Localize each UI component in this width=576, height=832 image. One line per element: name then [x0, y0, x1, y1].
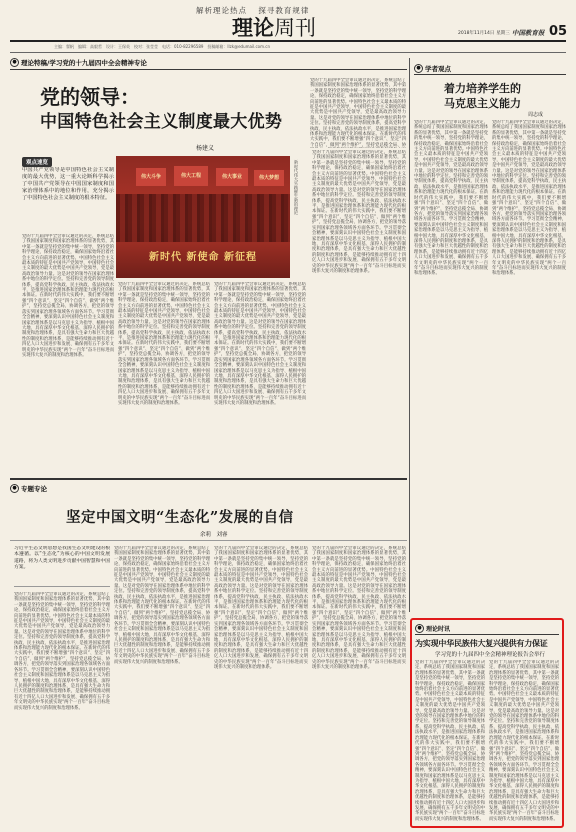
photo-caption: 新时代伟大实践催生新的理论 [294, 160, 299, 215]
photo-banner-2: 伟大工程 [174, 166, 208, 186]
sidebar-headline-2: 马克思主义能力 [444, 97, 521, 110]
tag-circle-icon: ● [10, 58, 19, 67]
slogan-right: 探寻教育规律 [258, 6, 310, 15]
staff-line: 主编：翟帆 编辑：高毅哲 设计：王保英 校对：张莹莹 电话：010-82296589 投稿邮箱：llzk@edumail.com.cn [54, 44, 271, 49]
masthead-title [232, 16, 316, 40]
issue-date: 2018年11月14日 [458, 30, 495, 36]
highlight-headline: 为实现中华民族伟大复兴提供有力保证 [415, 638, 548, 648]
abstract-label: 观点速览 [22, 157, 52, 167]
bottom-top-rule [10, 478, 407, 480]
slogan-left: 解析理论热点 [196, 6, 247, 15]
sidebar-author: 周志成 [528, 112, 544, 118]
masthead-rule-2 [10, 52, 566, 53]
sidebar-section-tag [414, 64, 451, 73]
title-thin: 周刊 [274, 16, 316, 40]
highlight-body-col-1: 党的十九届四中全会审议通过的决定，系统总结了我国国家制度和国家治理体系的显著优势，其中第一条就是坚持党的集中统一领导，坚持党的科学理论，保持政治稳定，确保国家始终沿着社会主义方向前进的显著优势。中国特色社会主义最本质的特征是中国共产党领导，中国特色社会主义制度的最大优势是中国共产党领导，党是最高政治领导力量。这是对党的领导在国家治理体系中地位的科学定位。坚持和完善党的领导制度体系，提高党科学执政、民主执政、依法执政水平，是推进国家治理体系和治理能力现代化的根本保证。在新时代的伟大实践中，我们要不断增强“四个意识”、坚定“四个自信”、做到“两个维护”，坚持党总揽全局、协调各方，把党的领导落实到国家治理各领域各方面各环节。学习贯彻全会精神，要深刻认识中国特色社会主义制度和国家治理体系是以马克思主义为指导、植根中国大地、具有深厚中华文化根基、深得人民拥护的制度和治理体系，是具有强大生命力和巨大优越性的制度和治理体系，是能够持续推动拥有近十四亿人口大国进步和发展、确保拥有五千多年文明史的中华民族实现“两个一百年”奋斗目标进而实现伟大复兴的制度和治理体系。 [415, 660, 485, 822]
photo-slogan: 新时代 新使命 新征程 [149, 252, 257, 263]
bottom-body-col-2: 党的十九届四中全会审议通过的决定，系统总结了我国国家制度和国家治理体系的显著优势，其中第一条就是坚持党的集中统一领导，坚持党的科学理论，保持政治稳定，确保国家始终沿着社会主义方向前进的显著优势。中国特色社会主义最本质的特征是中国共产党领导，中国特色社会主义制度的最大优势是中国共产党领导，党是最高政治领导力量。这是对党的领导在国家治理体系中地位的科学定位。坚持和完善党的领导制度体系，提高党科学执政、民主执政、依法执政水平，是推进国家治理体系和治理能力现代化的根本保证。在新时代的伟大实践中，我们要不断增强“四个意识”、坚定“四个自信”、做到“两个维护”，坚持党总揽全局、协调各方，把党的领导落实到国家治理各领域各方面各环节。学习贯彻全会精神，要深刻认识中国特色社会主义制度和国家治理体系是以马克思主义为指导、植根中国大地、具有深厚中华文化根基、深得人民拥护的制度和治理体系，是具有强大生命力和巨大优越性的制度和治理体系，是能够持续推动拥有近十四亿人口大国进步和发展、确保拥有五千多年文明史的中华民族实现“两个一百年”奋斗目标进而实现伟大复兴的制度和治理体系。 [114, 546, 210, 665]
bottom-section-tag-label: 专题专论 [21, 485, 47, 493]
feature-photo [116, 156, 290, 278]
page-number: 05 [549, 24, 568, 39]
sidebar-body-col-1: 党的十九届四中全会审议通过的决定，系统总结了我国国家制度和国家治理体系的显著优势，其中第一条就是坚持党的集中统一领导，坚持党的科学理论，保持政治稳定，确保国家始终沿着社会主义方向前进的显著优势。中国特色社会主义最本质的特征是中国共产党领导，中国特色社会主义制度的最大优势是中国共产党领导，党是最高政治领导力量。这是对党的领导在国家治理体系中地位的科学定位。坚持和完善党的领导制度体系，提高党科学执政、民主执政、依法执政水平，是推进国家治理体系和治理能力现代化的根本保证。在新时代的伟大实践中，我们要不断增强“四个意识”、坚定“四个自信”、做到“两个维护”，坚持党总揽全局、协调各方，把党的领导落实到国家治理各领域各方面各环节。学习贯彻全会精神，要深刻认识中国特色社会主义制度和国家治理体系是以马克思主义为指导、植根中国大地、具有深厚中华文化根基、深得人民拥护的制度和治理体系，是具有强大生命力和巨大优越性的制度和治理体系，是能够持续推动拥有近十四亿人口大国进步和发展、确保拥有五千多年文明史的中华民族实现“两个一百年”奋斗目标进而实现伟大复兴的制度和治理体系。 [414, 120, 488, 277]
top-headline-2: 中国特色社会主义制度最大优势 [40, 112, 283, 132]
photo-banner-1: 伟大斗争 [136, 168, 166, 186]
photo-banner-4: 伟大梦想 [254, 170, 284, 186]
photo-banner-3: 伟大事业 [216, 168, 248, 186]
bottom-body-col-4: 党的十九届四中全会审议通过的决定，系统总结了我国国家制度和国家治理体系的显著优势，其中第一条就是坚持党的集中统一领导，坚持党的科学理论，保持政治稳定，确保国家始终沿着社会主义方向前进的显著优势。中国特色社会主义最本质的特征是中国共产党领导，中国特色社会主义制度的最大优势是中国共产党领导，党是最高政治领导力量。这是对党的领导在国家治理体系中地位的科学定位。坚持和完善党的领导制度体系，提高党科学执政、民主执政、依法执政水平，是推进国家治理体系和治理能力现代化的根本保证。在新时代的伟大实践中，我们要不断增强“四个意识”、坚定“四个自信”、做到“两个维护”，坚持党总揽全局、协调各方，把党的领导落实到国家治理各领域各方面各环节。学习贯彻全会精神，要深刻认识中国特色社会主义制度和国家治理体系是以马克思主义为指导、植根中国大地、具有深厚中华文化根基、深得人民拥护的制度和治理体系，是具有强大生命力和巨大优越性的制度和治理体系，是能够持续推动拥有近十四亿人口大国进步和发展、确保拥有五千多年文明史的中华民族实现“两个一百年”奋斗目标进而实现伟大复兴的制度和治理体系。 [312, 546, 406, 670]
highlight-section-tag-label: 理论时讯 [426, 626, 451, 633]
sidebar-tag-rule [414, 74, 566, 75]
sidebar-body-col-2: 党的十九届四中全会审议通过的决定，系统总结了我国国家制度和国家治理体系的显著优势，其中第一条就是坚持党的集中统一领导，坚持党的科学理论，保持政治稳定，确保国家始终沿着社会主义方向前进的显著优势。中国特色社会主义最本质的特征是中国共产党领导，中国特色社会主义制度的最大优势是中国共产党领导，党是最高政治领导力量。这是对党的领导在国家治理体系中地位的科学定位。坚持和完善党的领导制度体系，提高党科学执政、民主执政、依法执政水平，是推进国家治理体系和治理能力现代化的根本保证。在新时代的伟大实践中，我们要不断增强“四个意识”、坚定“四个自信”、做到“两个维护”，坚持党总揽全局、协调各方，把党的领导落实到国家治理各领域各方面各环节。学习贯彻全会精神，要深刻认识中国特色社会主义制度和国家治理体系是以马克思主义为指导、植根中国大地、具有深厚中华文化根基、深得人民拥护的制度和治理体系，是具有强大生命力和巨大优越性的制度和治理体系，是能够持续推动拥有近十四亿人口大国进步和发展、确保拥有五千多年文明史的中华民族实现“两个一百年”奋斗目标进而实现伟大复兴的制度和治理体系。 [492, 120, 566, 277]
sidebar-headline-1: 着力培养学生的 [444, 82, 521, 95]
top-body-col-5: 党的十九届四中全会审议通过的决定，系统总结了我国国家制度和国家治理体系的显著优势，其中第一条就是坚持党的集中统一领导，坚持党的科学理论，保持政治稳定，确保国家始终沿着社会主义方向前进的显著优势。中国特色社会主义最本质的特征是中国共产党领导，中国特色社会主义制度的最大优势是中国共产党领导，党是最高政治领导力量。这是对党的领导在国家治理体系中地位的科学定位。坚持和完善党的领导制度体系，提高党科学执政、民主执政、依法执政水平，是推进国家治理体系和治理能力现代化的根本保证。在新时代的伟大实践中，我们要不断增强“四个意识”、坚定“四个自信”、做到“两个维护”，坚持党总揽全局、协 [310, 78, 406, 148]
masthead-rule [10, 40, 566, 42]
top-section-tag-label: 理论特稿/学习党的十九届四中全会精神专论 [21, 59, 147, 67]
bottom-body-col-1: 党的十九届四中全会审议通过的决定，系统总结了我国国家制度和国家治理体系的显著优势，其中第一条就是坚持党的集中统一领导，坚持党的科学理论，保持政治稳定，确保国家始终沿着社会主义方向前进的显著优势。中国特色社会主义最本质的特征是中国共产党领导，中国特色社会主义制度的最大优势是中国共产党领导，党是最高政治领导力量。这是对党的领导在国家治理体系中地位的科学定位。坚持和完善党的领导制度体系，提高党科学执政、民主执政、依法执政水平，是推进国家治理体系和治理能力现代化的根本保证。在新时代的伟大实践中，我们要不断增强“四个意识”、坚定“四个自信”、做到“两个维护”，坚持党总揽全局、协调各方，把党的领导落实到国家治理各领域各方面各环节。学习贯彻全会精神，要深刻认识中国特色社会主义制度和国家治理体系是以马克思主义为指导、植根中国大地、具有深厚中华文化根基、深得人民拥护的制度和治理体系，是具有强大生命力和巨大优越性的制度和治理体系，是能够持续推动拥有近十四亿人口大国进步和发展、确保拥有五千多年文明史的中华民族实现“两个一百年”奋斗目标进而实现伟大复兴的制度和治理体系。 [14, 592, 110, 711]
top-author: 杨建义 [196, 145, 215, 152]
bottom-body-col-3: 党的十九届四中全会审议通过的决定，系统总结了我国国家制度和国家治理体系的显著优势，其中第一条就是坚持党的集中统一领导，坚持党的科学理论，保持政治稳定，确保国家始终沿着社会主义方向前进的显著优势。中国特色社会主义最本质的特征是中国共产党领导，中国特色社会主义制度的最大优势是中国共产党领导，党是最高政治领导力量。这是对党的领导在国家治理体系中地位的科学定位。坚持和完善党的领导制度体系，提高党科学执政、民主执政、依法执政水平，是推进国家治理体系和治理能力现代化的根本保证。在新时代的伟大实践中，我们要不断增强“四个意识”、坚定“四个自信”、做到“两个维护”，坚持党总揽全局、协调各方，把党的领导落实到国家治理各领域各方面各环节。学习贯彻全会精神，要深刻认识中国特色社会主义制度和国家治理体系是以马克思主义为指导、植根中国大地、具有深厚中华文化根基、深得人民拥护的制度和治理体系，是具有强大生命力和巨大优越性的制度和治理体系，是能够持续推动拥有近十四亿人口大国进步和发展、确保拥有五千多年文明史的中华民族实现“两个一百年”奋斗目标进而实现伟大复兴的制度和治理体系。 [214, 546, 308, 670]
top-tag-rule [10, 69, 407, 70]
issue-weekday: 星期三 [496, 30, 510, 36]
bottom-head-rule [10, 540, 407, 541]
top-abstract: 中国共产党领导是中国特色社会主义制度的最大优势，这一重大论断科学揭示了中国共产党领导在中国国家制度和国家治理体系中的地位和作用，充分揭示了中国特色社会主义制度的根本特征。 [22, 167, 114, 201]
tag-circle-icon: ● [415, 624, 424, 633]
paper-name: 中国教育报 [511, 29, 545, 37]
bottom-author: 余莉 刘睿 [200, 532, 228, 538]
bottom-section-tag [10, 484, 47, 493]
top-body-col-1: 党的十九届四中全会审议通过的决定，系统总结了我国国家制度和国家治理体系的显著优势，其中第一条就是坚持党的集中统一领导，坚持党的科学理论，保持政治稳定，确保国家始终沿着社会主义方向前进的显著优势。中国特色社会主义最本质的特征是中国共产党领导，中国特色社会主义制度的最大优势是中国共产党领导，党是最高政治领导力量。这是对党的领导在国家治理体系中地位的科学定位。坚持和完善党的领导制度体系，提高党科学执政、民主执政、依法执政水平，是推进国家治理体系和治理能力现代化的根本保证。在新时代的伟大实践中，我们要不断增强“四个意识”、坚定“四个自信”、做到“两个维护”，坚持党总揽全局、协调各方，把党的领导落实到国家治理各领域各方面各环节。学习贯彻全会精神，要深刻认识中国特色社会主义制度和国家治理体系是以马克思主义为指导、植根中国大地、具有深厚中华文化根基、深得人民拥护的制度和治理体系，是具有强大生命力和巨大优越性的制度和治理体系，是能够持续推动拥有近十四亿人口大国进步和发展、确保拥有五千多年文明史的中华民族实现“两个一百年”奋斗目标进而实现伟大复兴的制度和治理体系。 [22, 234, 114, 358]
photo-crowd [116, 194, 290, 242]
top-body-col-2: 党的十九届四中全会审议通过的决定，系统总结了我国国家制度和国家治理体系的显著优势，其中第一条就是坚持党的集中统一领导，坚持党的科学理论，保持政治稳定，确保国家始终沿着社会主义方向前进的显著优势。中国特色社会主义最本质的特征是中国共产党领导，中国特色社会主义制度的最大优势是中国共产党领导，党是最高政治领导力量。这是对党的领导在国家治理体系中地位的科学定位。坚持和完善党的领导制度体系，提高党科学执政、民主执政、依法执政水平，是推进国家治理体系和治理能力现代化的根本保证。在新时代的伟大实践中，我们要不断增强“四个意识”、坚定“四个自信”、做到“两个维护”，坚持党总揽全局、协调各方，把党的领导落实到国家治理各领域各方面各环节。学习贯彻全会精神，要深刻认识中国特色社会主义制度和国家治理体系是以马克思主义为指导、植根中国大地、具有深厚中华文化根基、深得人民拥护的制度和治理体系，是具有强大生命力和巨大优越性的制度和治理体系，是能够持续推动拥有近十四亿人口大国进步和发展、确保拥有五千多年文明史的中华民族实现“两个一百年”奋斗目标进而实现伟大复兴的制度和治理体系。 [118, 282, 210, 406]
bottom-abstract: 习近平生态文明思想是我国生态文明建设的根本遵循。以“生态化”为核心的中国文明发展道路，将为人类文明进步贡献中国智慧和中国方案。 [14, 546, 110, 587]
top-section-tag [10, 58, 147, 67]
highlight-subhead: 学习党的十九届四中全会精神理论报告会举行 [434, 652, 545, 658]
sidebar-section-tag-label: 学者观点 [425, 65, 451, 73]
top-body-col-4: 党的十九届四中全会审议通过的决定，系统总结了我国国家制度和国家治理体系的显著优势，其中第一条就是坚持党的集中统一领导，坚持党的科学理论，保持政治稳定，确保国家始终沿着社会主义方向前进的显著优势。中国特色社会主义最本质的特征是中国共产党领导，中国特色社会主义制度的最大优势是中国共产党领导，党是最高政治领导力量。这是对党的领导在国家治理体系中地位的科学定位。坚持和完善党的领导制度体系，提高党科学执政、民主执政、依法执政水平，是推进国家治理体系和治理能力现代化的根本保证。在新时代的伟大实践中，我们要不断增强“四个意识”、坚定“四个自信”、做到“两个维护”，坚持党总揽全局、协调各方，把党的领导落实到国家治理各领域各方面各环节。学习贯彻全会精神，要深刻认识中国特色社会主义制度和国家治理体系是以马克思主义为指导、植根中国大地、具有深厚中华文化根基、深得人民拥护的制度和治理体系，是具有强大生命力和巨大优越性的制度和治理体系，是能够持续推动拥有近十四亿人口大国进步和发展、确保拥有五千多年文明史的中华民族实现“两个一百年”奋斗目标进而实现伟大复兴的制度和治理体系。 [312, 150, 406, 274]
highlight-box[interactable] [410, 618, 564, 828]
highlight-section-tag [415, 624, 450, 633]
top-body-col-3: 党的十九届四中全会审议通过的决定，系统总结了我国国家制度和国家治理体系的显著优势，其中第一条就是坚持党的集中统一领导，坚持党的科学理论，保持政治稳定，确保国家始终沿着社会主义方向前进的显著优势。中国特色社会主义最本质的特征是中国共产党领导，中国特色社会主义制度的最大优势是中国共产党领导，党是最高政治领导力量。这是对党的领导在国家治理体系中地位的科学定位。坚持和完善党的领导制度体系，提高党科学执政、民主执政、依法执政水平，是推进国家治理体系和治理能力现代化的根本保证。在新时代的伟大实践中，我们要不断增强“四个意识”、坚定“四个自信”、做到“两个维护”，坚持党总揽全局、协调各方，把党的领导落实到国家治理各领域各方面各环节。学习贯彻全会精神，要深刻认识中国特色社会主义制度和国家治理体系是以马克思主义为指导、植根中国大地、具有深厚中华文化根基、深得人民拥护的制度和治理体系，是具有强大生命力和巨大优越性的制度和治理体系，是能够持续推动拥有近十四亿人口大国进步和发展、确保拥有五千多年文明史的中华民族实现“两个一百年”奋斗目标进而实现伟大复兴的制度和治理体系。 [214, 282, 306, 406]
masthead-date-block [458, 28, 544, 37]
highlight-tag-rule [415, 634, 559, 635]
bottom-headline: 坚定中国文明“生态化”发展的自信 [66, 509, 294, 526]
top-headline-1: 党的领导： [40, 85, 140, 109]
title-bold: 理论 [232, 15, 274, 40]
highlight-body-col-2: 党的十九届四中全会审议通过的决定，系统总结了我国国家制度和国家治理体系的显著优势，其中第一条就是坚持党的集中统一领导，坚持党的科学理论，保持政治稳定，确保国家始终沿着社会主义方向前进的显著优势。中国特色社会主义最本质的特征是中国共产党领导，中国特色社会主义制度的最大优势是中国共产党领导，党是最高政治领导力量。这是对党的领导在国家治理体系中地位的科学定位。坚持和完善党的领导制度体系，提高党科学执政、民主执政、依法执政水平，是推进国家治理体系和治理能力现代化的根本保证。在新时代的伟大实践中，我们要不断增强“四个意识”、坚定“四个自信”、做到“两个维护”，坚持党总揽全局、协调各方，把党的领导落实到国家治理各领域各方面各环节。学习贯彻全会精神，要深刻认识中国特色社会主义制度和国家治理体系是以马克思主义为指导、植根中国大地、具有深厚中华文化根基、深得人民拥护的制度和治理体系，是具有强大生命力和巨大优越性的制度和治理体系，是能够持续推动拥有近十四亿人口大国进步和发展、确保拥有五千多年文明史的中华民族实现“两个一百年”奋斗目标进而实现伟大复兴的制度和治理体系。 [489, 660, 559, 822]
tag-circle-icon: ● [414, 64, 423, 73]
column-divider [409, 58, 410, 612]
tag-circle-icon: ● [10, 484, 19, 493]
